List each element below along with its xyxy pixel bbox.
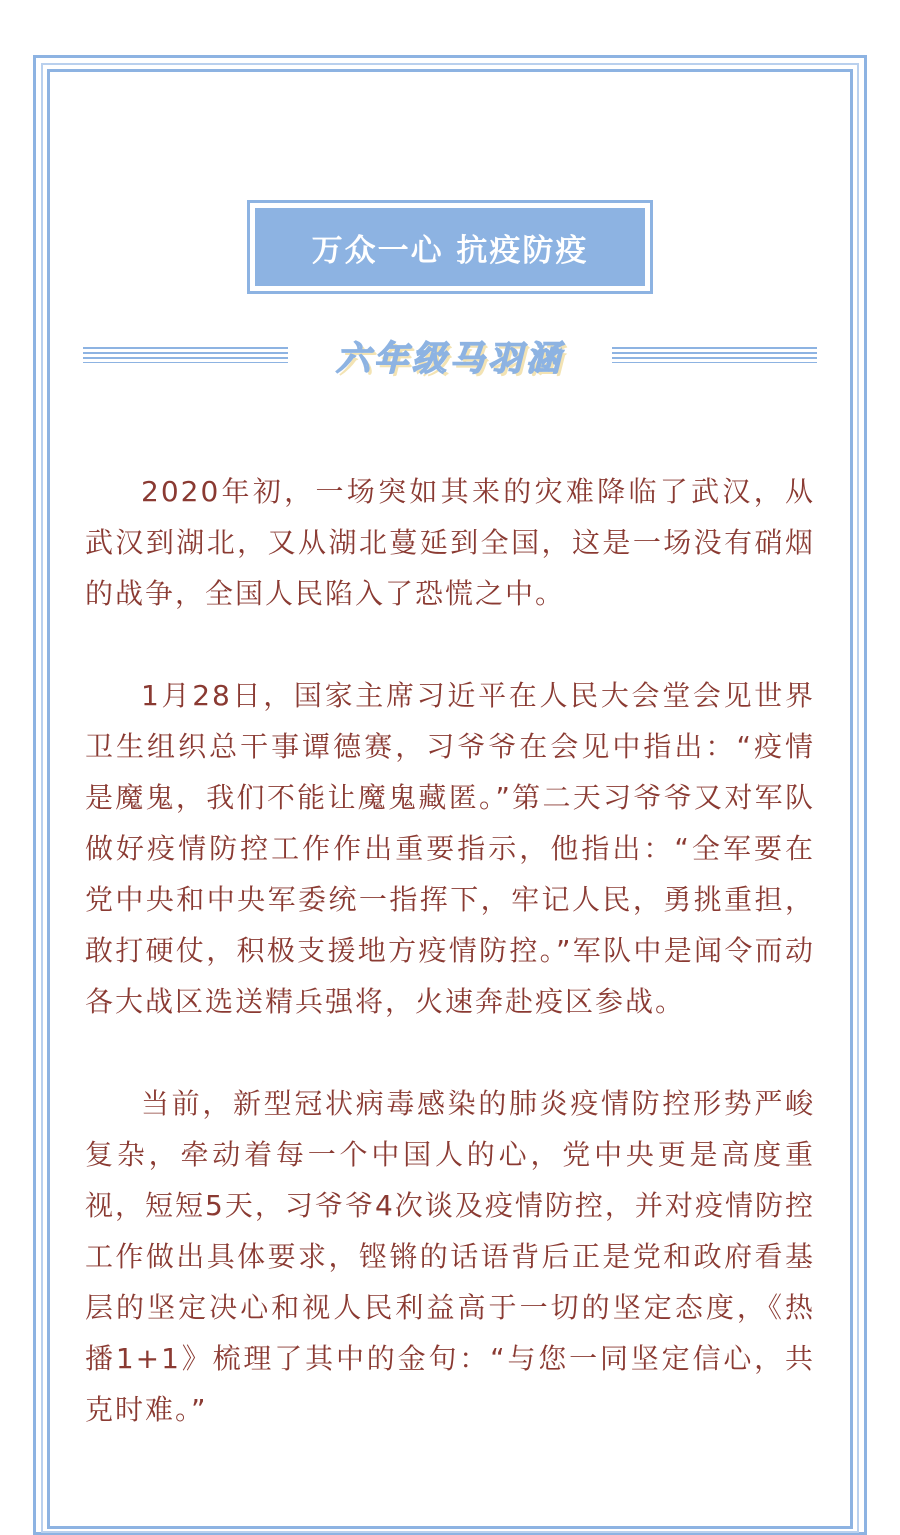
title-box <box>247 200 653 294</box>
decorative-lines-left <box>83 347 288 363</box>
decorative-lines-right <box>612 347 817 363</box>
paragraph-1: 2020年初，一场突如其来的灾难降临了武汉，从武汉到湖北，又从湖北蔓延到全国，这是一场没有硝烟的战争，全国人民陷入了恐慌之中。 <box>85 475 815 610</box>
paragraph-2: 1月28日，国家主席习近平在人民大会堂会见世界卫生组织总干事谭德赛，习爷爷在会见中指出：“疫情是魔鬼，我们不能让魔鬼藏匿。”第二天习爷爷又对军队做好疫情防控工作作出重要指示，他指出：“全军要在党中央和中央军委统一指挥下，牢记人民，勇挑重担，敢打硬仗，积极支援地方疫情防控。”军队中是闻令而动各大战区选送精兵强将，火速奔赴疫区参战。 <box>85 679 815 1018</box>
page-title: 万众一心 抗疫防疫 <box>255 208 645 286</box>
article-body <box>85 466 815 1486</box>
author-row <box>83 330 817 380</box>
author-name: 六年级马羽涵 <box>336 338 564 379</box>
paragraph-3: 当前，新型冠状病毒感染的肺炎疫情防控形势严峻复杂，牵动着每一个中国人的心，党中央更是高度重视，短短5天，习爷爷4次谈及疫情防控，并对疫情防控工作做出具体要求，铿锵的话语背后正是党和政府看基层的坚定决心和视人民利益高于一切的坚定态度，《热播1+1》梳理了其中的金句：“与您一同坚定信心，共克时难。” <box>85 1087 815 1426</box>
